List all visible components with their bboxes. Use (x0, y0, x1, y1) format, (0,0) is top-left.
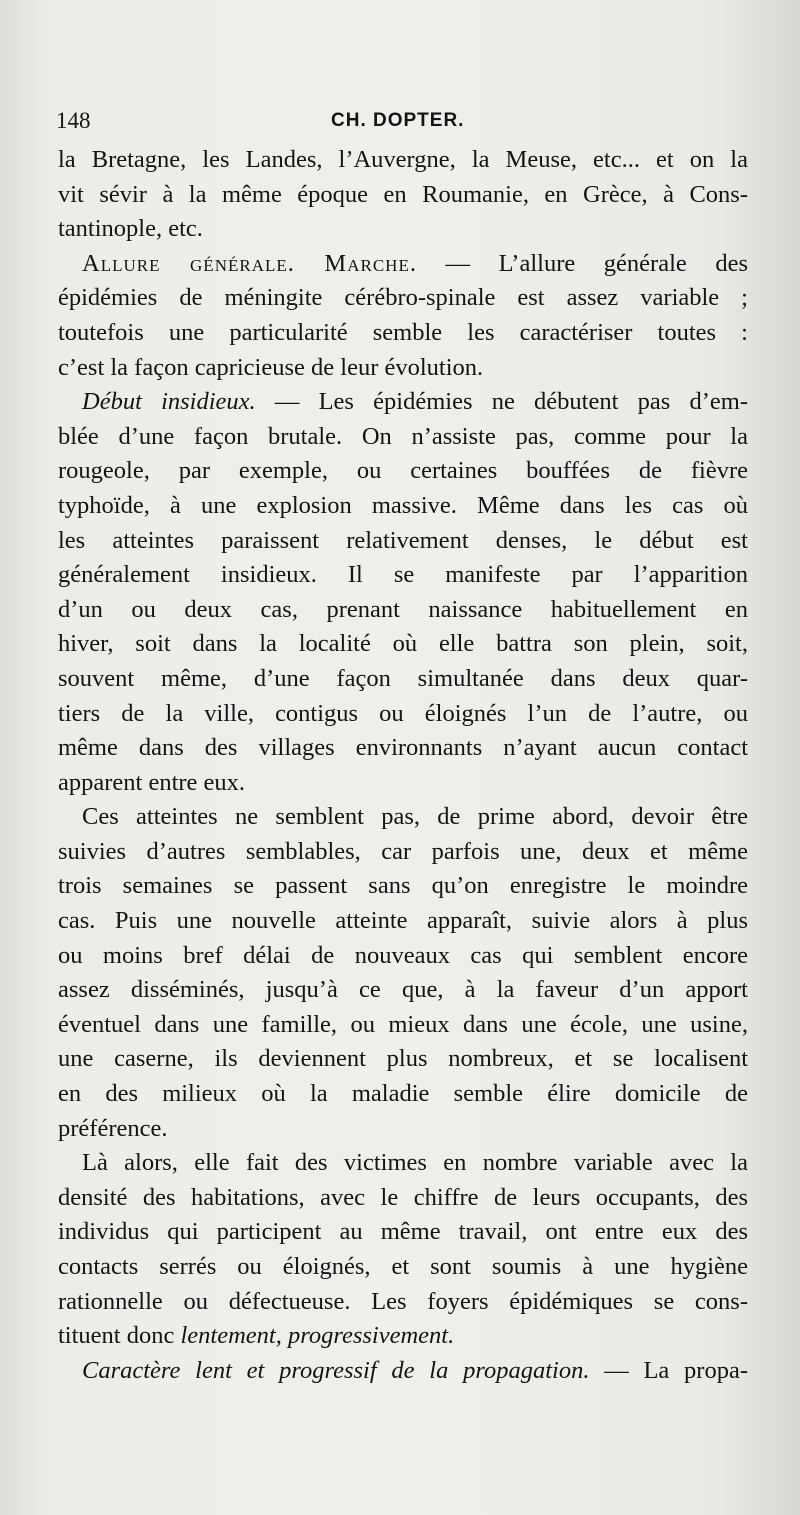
text-line: densité des habitations, avec le chiffre de leurs occupants, des (58, 1183, 748, 1211)
text-line: blée d’une façon brutale. On n’assiste pas, comme pour la (58, 422, 748, 450)
text-line: tantinople, etc. (58, 215, 203, 243)
text-line: généralement insidieux. Il se manifeste par l’apparition (58, 561, 748, 589)
text-line: apparent entre eux. (58, 768, 246, 796)
section-line (58, 385, 748, 420)
body-text (58, 143, 748, 1388)
text-line: d’un ou deux cas, prenant naissance habituellement en (58, 595, 748, 623)
text-line: en des milieux où la maladie semble élire domicile de (58, 1080, 748, 1108)
page-number: 148 (56, 108, 91, 133)
text-line: tiers de la ville, contigus ou éloignés l’un de l’autre, ou (58, 699, 748, 727)
text-line: souvent même, d’une façon simultanée dans deux quar- (58, 664, 748, 692)
text-line: hiver, soit dans la localité où elle battra son plein, soit, (58, 630, 748, 658)
line-text: tituent donc (58, 1322, 181, 1350)
text-line: la Bretagne, les Landes, l’Auvergne, la Meuse, etc... et on la (58, 146, 748, 173)
text-line: les atteintes paraissent relativement denses, le début est (58, 526, 748, 554)
text-line: typhoïde, à une explosion massive. Même dans les cas où (58, 491, 748, 519)
section-heading: Début insidieux. (82, 388, 256, 416)
text-line: vit sévir à la même époque en Roumanie, en Grèce, à Cons- (58, 180, 748, 208)
text-line: rougeole, par exemple, ou certaines bouffées de fièvre (58, 457, 748, 485)
text-line: assez disséminés, jusqu’à ce que, à la faveur d’un apport (58, 976, 748, 1004)
text-line: c’est la façon capricieuse de leur évolution. (58, 353, 484, 381)
section-heading: Allure générale. Marche. (82, 249, 417, 277)
running-head: CH. DOPTER. (331, 110, 465, 131)
text-line (58, 1319, 748, 1354)
section-heading: Caractère lent et progressif de la propagation. (82, 1356, 590, 1384)
section-text: — Les épidémies ne débutent pas d’em- (255, 388, 748, 416)
text-line: cas. Puis une nouvelle atteinte apparaît, suivie alors à plus (58, 907, 748, 935)
text-line: ou moins bref délai de nouveaux cas qui semblent encore (58, 941, 748, 969)
text-line: trois semaines se passent sans qu’on enregistre le moindre (58, 872, 748, 900)
text-line: rationnelle ou défectueuse. Les foyers épidémiques se cons- (58, 1287, 748, 1315)
section-line (58, 247, 748, 282)
text-line: même dans des villages environnants n’ayant aucun contact (58, 734, 748, 762)
section-text: — La propa- (589, 1356, 748, 1384)
text-line: épidémies de méningite cérébro-spinale est assez variable ; (58, 284, 748, 312)
text-line: toutefois une particularité semble les caractériser toutes : (58, 318, 748, 346)
text-line: suivies d’autres semblables, car parfois une, deux et même (58, 837, 748, 865)
text-line: Ces atteintes ne semblent pas, de prime abord, devoir être (82, 803, 748, 831)
page-header (56, 104, 746, 138)
text-line: contacts serrés ou éloignés, et sont soumis à une hygiène (58, 1253, 748, 1280)
text-line: Là alors, elle fait des victimes en nombre variable avec la (82, 1149, 748, 1177)
emphasis-text: lentement, progressivement. (180, 1322, 455, 1350)
section-text: — L’allure générale des (416, 249, 748, 277)
section-line (58, 1354, 748, 1389)
text-line: individus qui participent au même travail, ont entre eux des (58, 1218, 748, 1246)
text-line: une caserne, ils deviennent plus nombreux, et se localisent (58, 1045, 748, 1073)
text-line: éventuel dans une famille, ou mieux dans une école, une usine, (58, 1010, 748, 1038)
text-line: préférence. (58, 1114, 168, 1142)
